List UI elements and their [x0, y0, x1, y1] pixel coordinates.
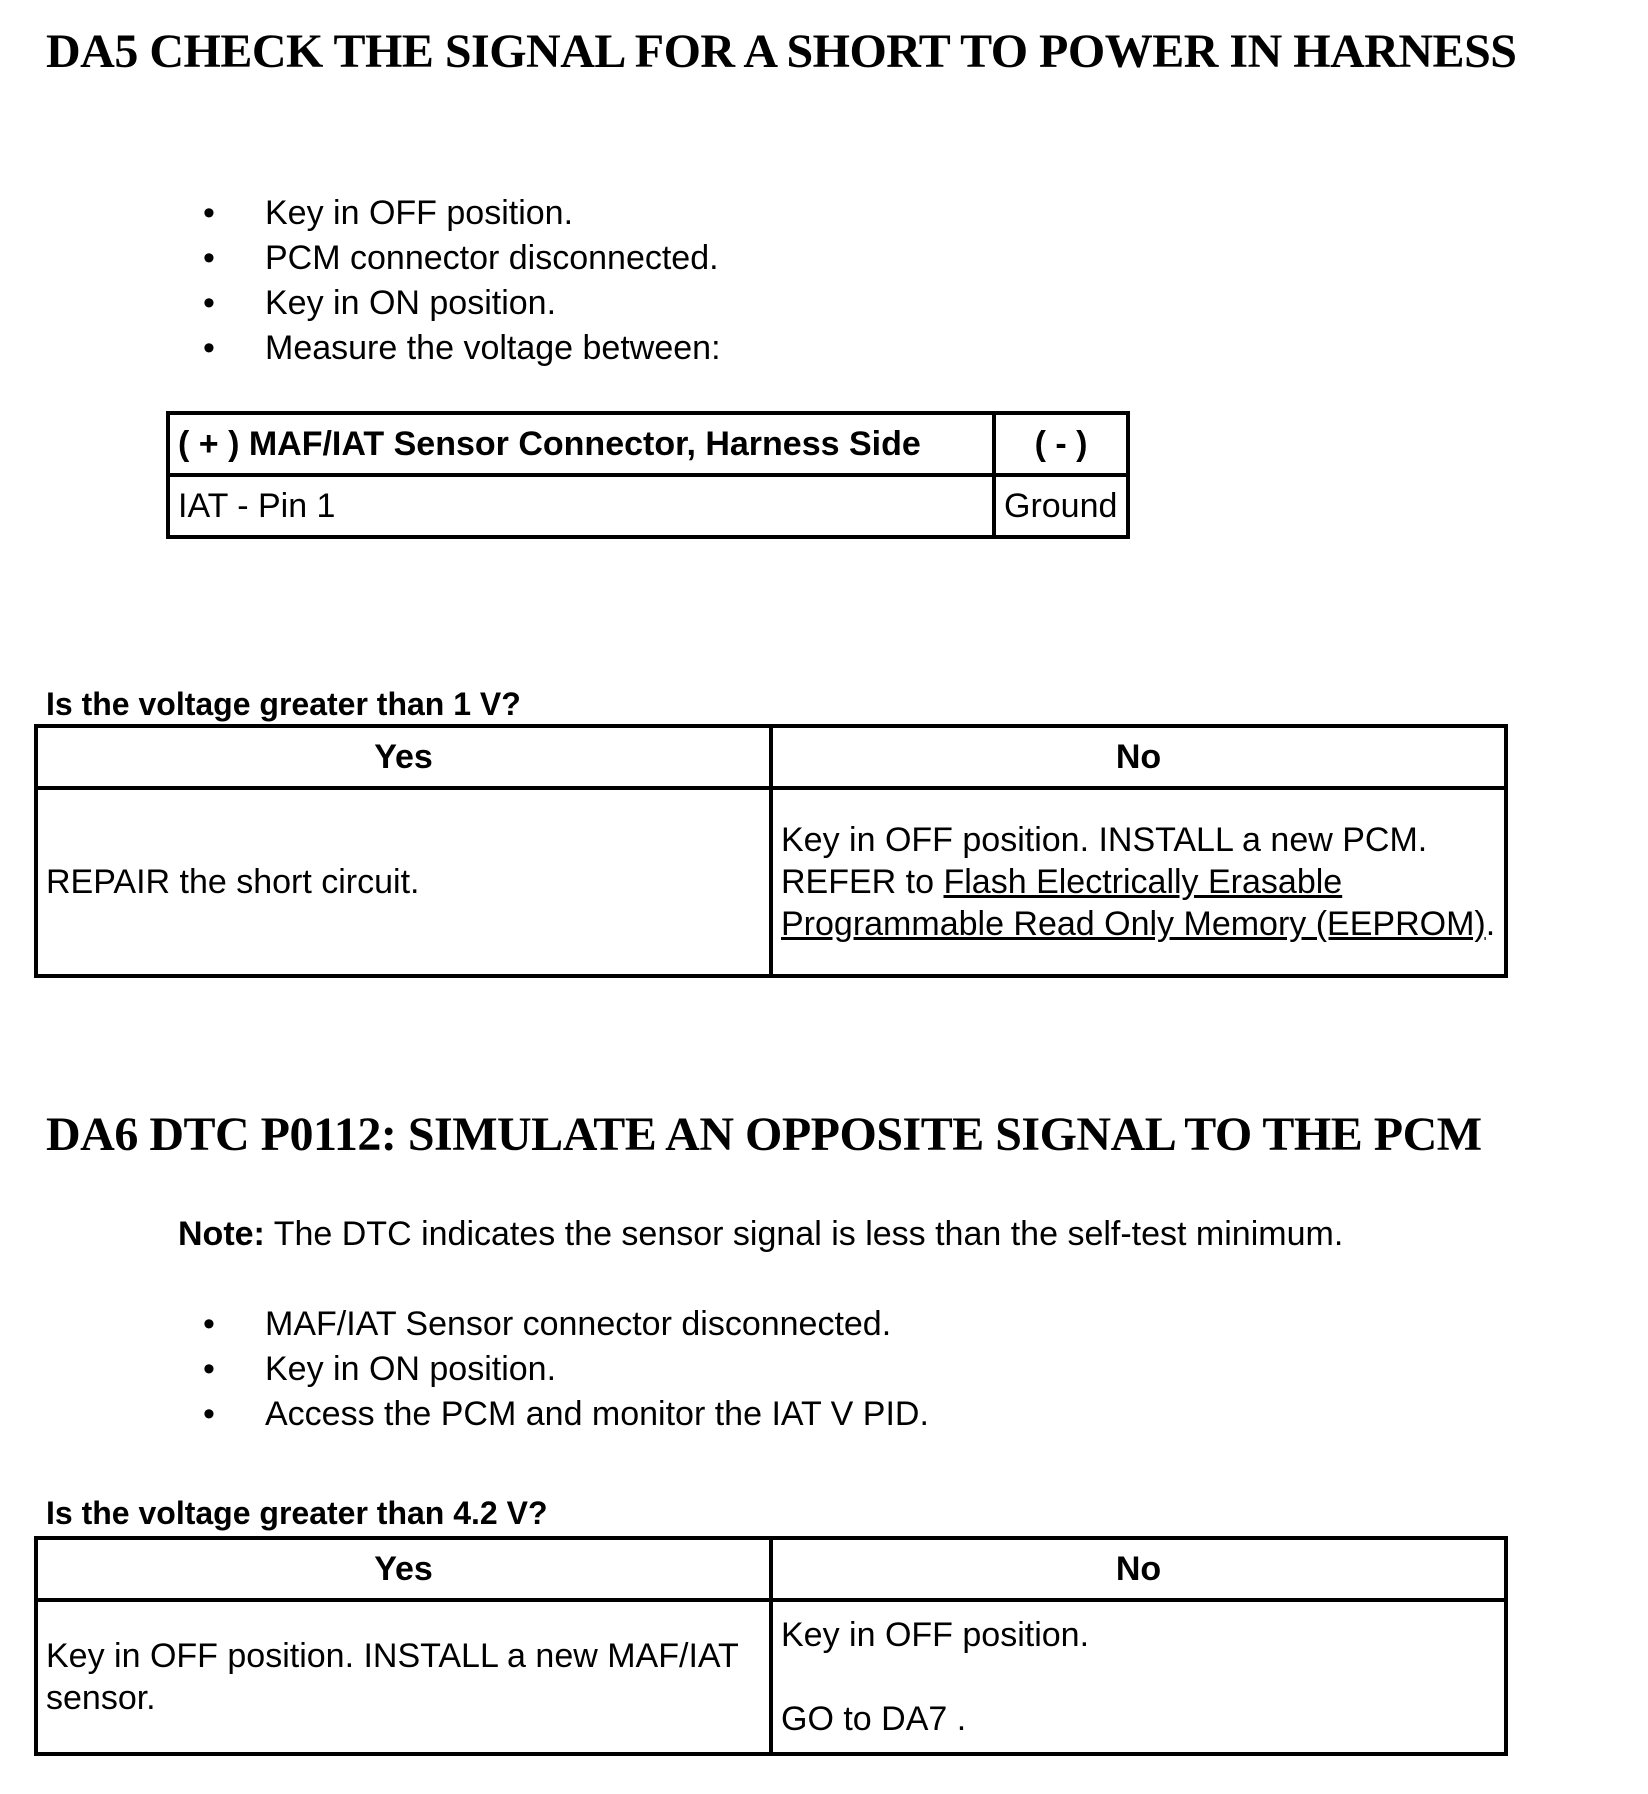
- bullet-icon: •: [203, 284, 215, 322]
- question-da5: Is the voltage greater than 1 V?: [46, 686, 521, 722]
- step-text: Measure the voltage between:: [265, 329, 721, 367]
- yes-cell: REPAIR the short circuit.: [36, 788, 771, 976]
- note: [178, 1212, 1343, 1257]
- no-text: Key in OFF position. INSTALL a new PCM. REFER to: [781, 821, 1428, 901]
- list-item: [203, 236, 721, 281]
- yes-header: Yes: [36, 726, 771, 788]
- no-header: No: [771, 1538, 1506, 1600]
- spacer: [781, 1656, 1496, 1698]
- list-item: [203, 191, 721, 236]
- no-text-suffix: .: [1485, 905, 1496, 943]
- list-item: [203, 1347, 929, 1392]
- note-text: The DTC indicates the sensor signal is less than the self-test minimum.: [264, 1215, 1344, 1253]
- note-label: Note:: [178, 1215, 265, 1253]
- table-header-row: [168, 413, 1128, 475]
- positive-header: ( + ) MAF/IAT Sensor Connector, Harness Side: [168, 413, 994, 475]
- no-text-line2: GO to DA7 .: [781, 1700, 967, 1738]
- no-cell: [771, 1600, 1506, 1754]
- bullet-icon: •: [203, 1305, 215, 1343]
- positive-cell: IAT - Pin 1: [168, 475, 994, 537]
- table-header-row: [36, 1538, 1506, 1600]
- step-text: Access the PCM and monitor the IAT V PID.: [265, 1395, 929, 1433]
- section-title-da6: DA6 DTC P0112: SIMULATE AN OPPOSITE SIGNAL TO THE PCM: [46, 1108, 1482, 1161]
- step-list-da6: [203, 1302, 929, 1437]
- step-text: MAF/IAT Sensor connector disconnected.: [265, 1305, 892, 1343]
- bullet-icon: •: [203, 194, 215, 232]
- measurement-table: [166, 411, 1130, 539]
- no-header: No: [771, 726, 1506, 788]
- yes-no-table-da5: [34, 724, 1508, 978]
- bullet-icon: •: [203, 329, 215, 367]
- bullet-icon: •: [203, 1395, 215, 1433]
- question-da6: Is the voltage greater than 4.2 V?: [46, 1495, 548, 1531]
- list-item: [203, 326, 721, 371]
- list-item: [203, 1302, 929, 1347]
- step-text: Key in ON position.: [265, 1350, 557, 1388]
- yes-header: Yes: [36, 1538, 771, 1600]
- section-title-da5: DA5 CHECK THE SIGNAL FOR A SHORT TO POWER IN HARNESS: [46, 25, 1517, 78]
- step-list-da5: [203, 191, 721, 371]
- bullet-icon: •: [203, 1350, 215, 1388]
- negative-cell: Ground: [994, 475, 1128, 537]
- list-item: [203, 281, 721, 326]
- table-header-row: [36, 726, 1506, 788]
- no-cell: [771, 788, 1506, 976]
- yes-no-table-da6: [34, 1536, 1508, 1756]
- table-row: [168, 475, 1128, 537]
- yes-cell: Key in OFF position. INSTALL a new MAF/IAT sensor.: [36, 1600, 771, 1754]
- table-row: [36, 1600, 1506, 1754]
- list-item: [203, 1392, 929, 1437]
- step-text: Key in OFF position.: [265, 194, 574, 232]
- negative-header: ( - ): [994, 413, 1128, 475]
- table-row: [36, 788, 1506, 976]
- no-text-line1: Key in OFF position.: [781, 1616, 1090, 1654]
- step-text: Key in ON position.: [265, 284, 557, 322]
- eeprom-link[interactable]: Flash Electrically Erasable Programmable Read Only Memory (EEPROM): [781, 863, 1486, 943]
- step-text: PCM connector disconnected.: [265, 239, 719, 277]
- bullet-icon: •: [203, 239, 215, 277]
